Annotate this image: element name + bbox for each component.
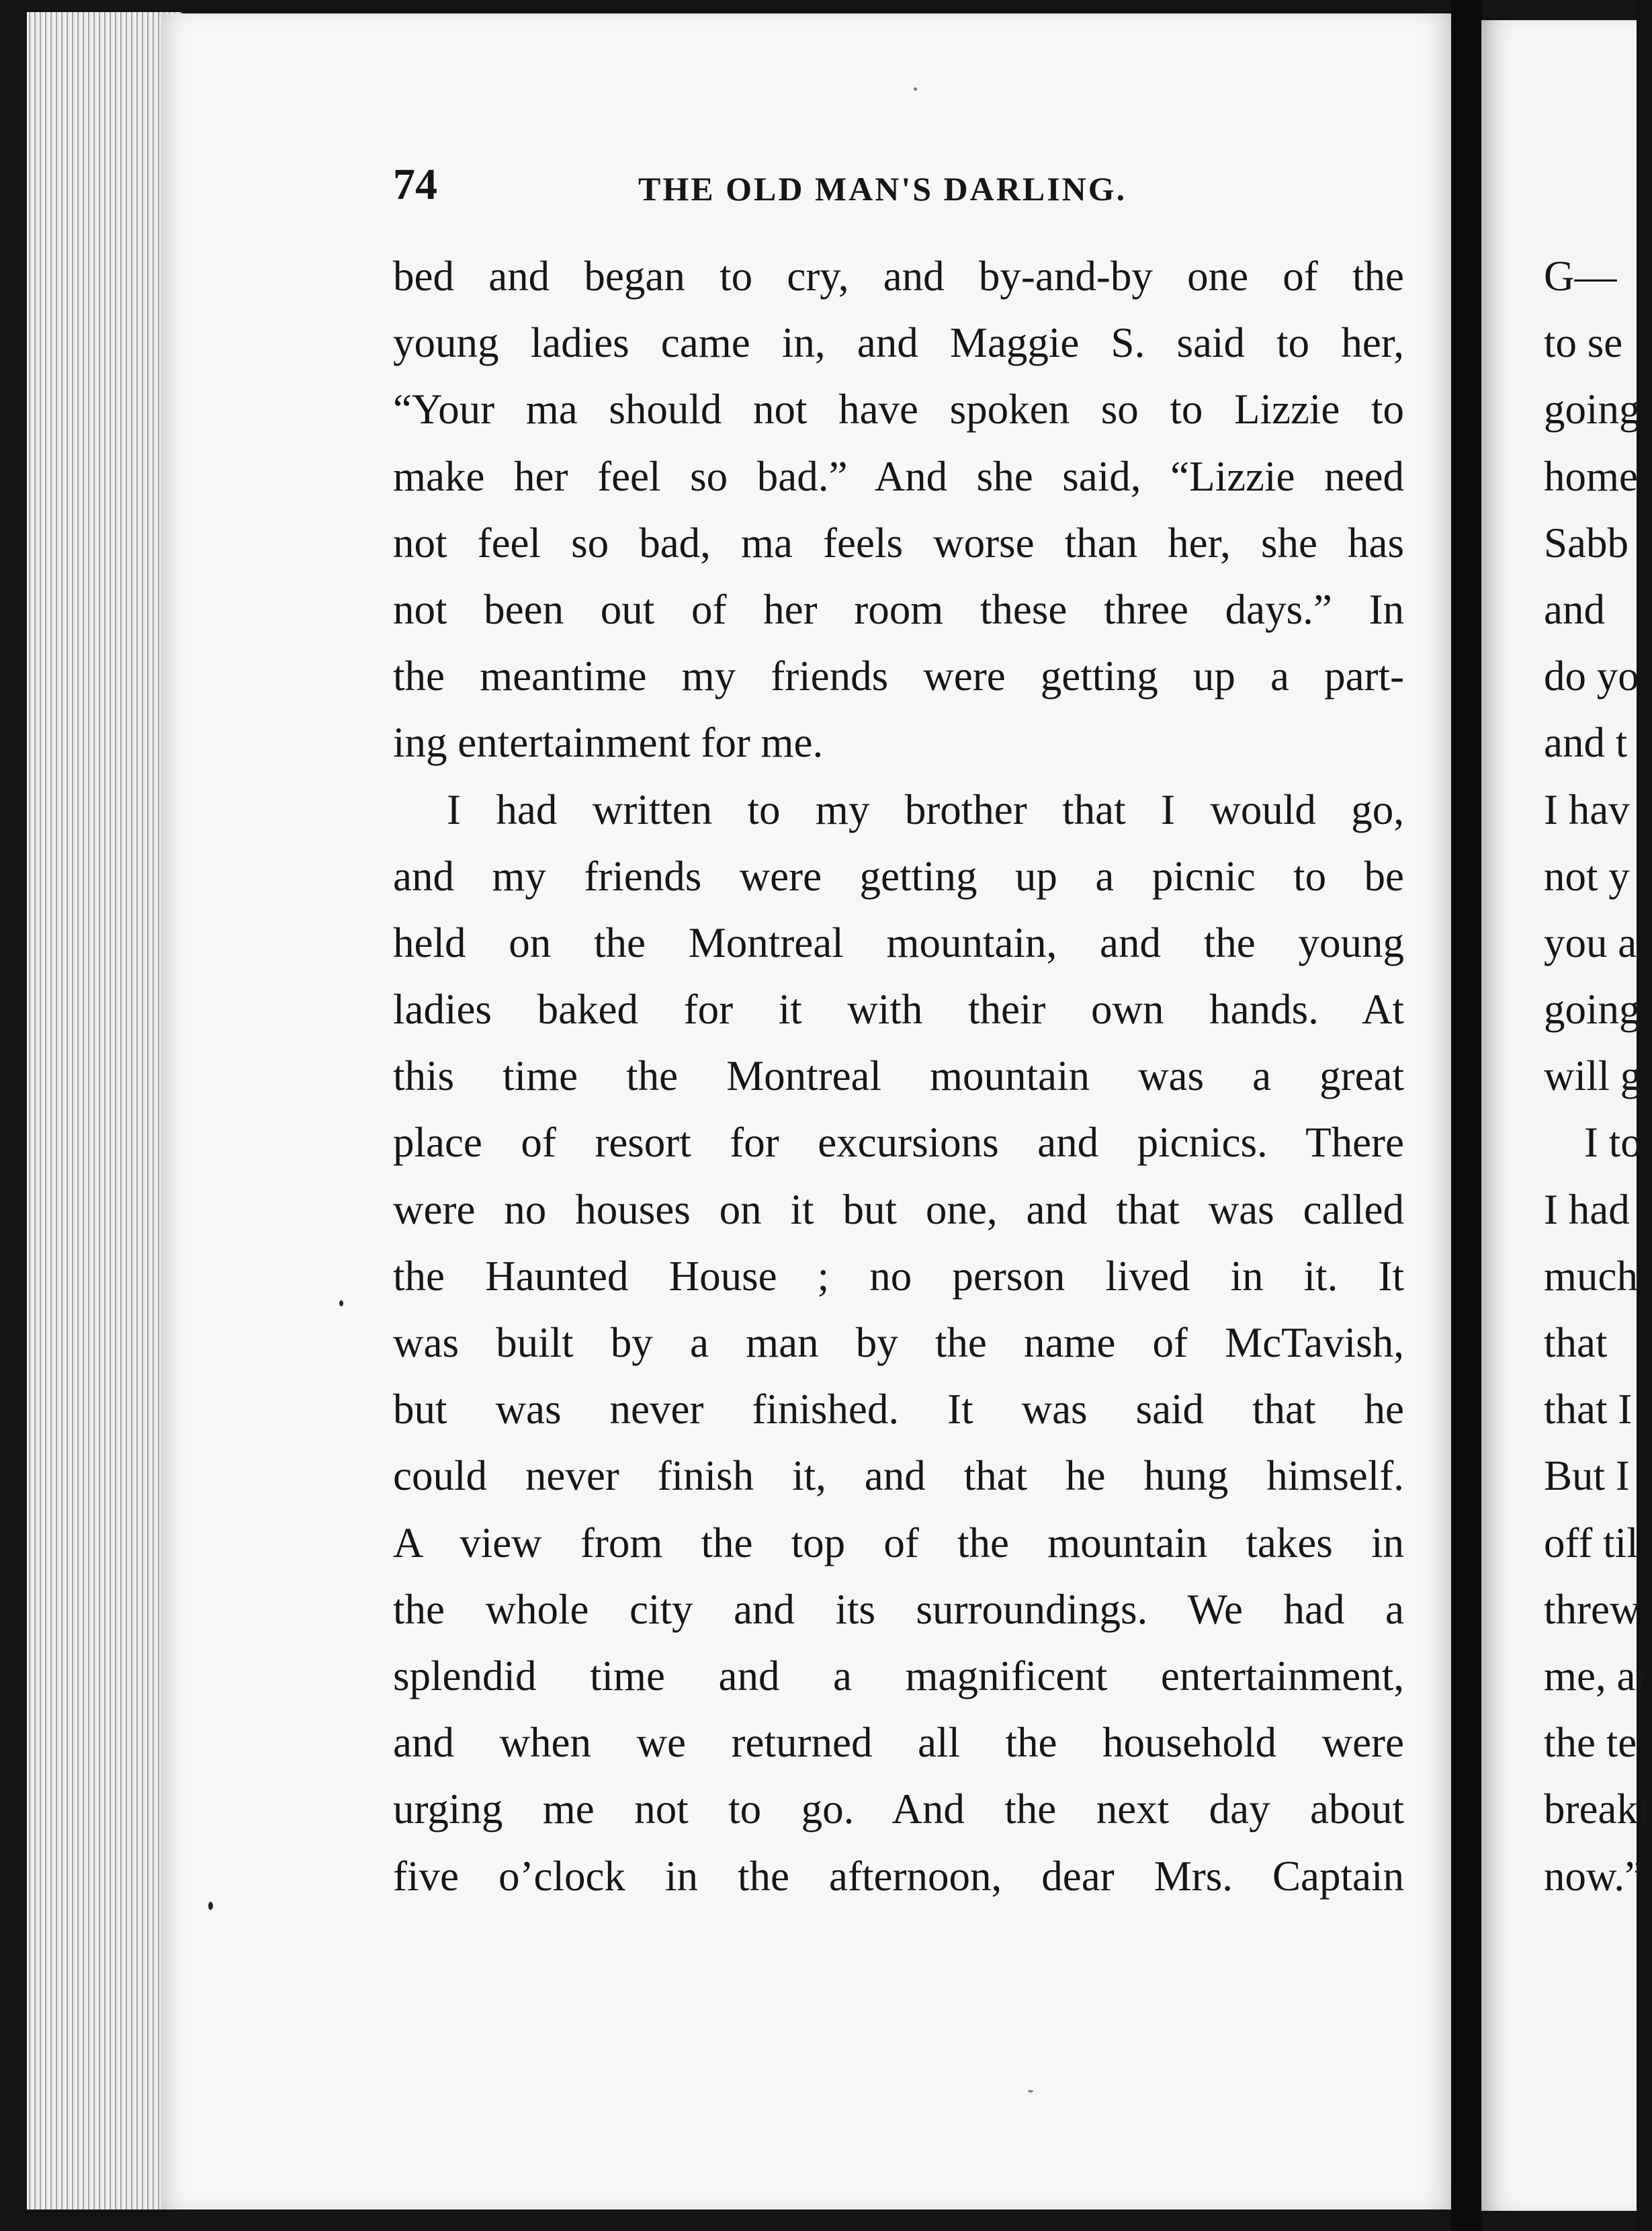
text-line: the whole city and its surroundings. We had a <box>393 1585 1404 1633</box>
text-line: not been out of her room these three days.” In <box>393 585 1404 633</box>
text-line-fragment: I had <box>1544 1185 1630 1233</box>
text-line-fragment: threw <box>1544 1585 1641 1633</box>
text-line-fragment: I to <box>1584 1119 1642 1167</box>
text-line: and my friends were getting up a picnic to be <box>393 852 1404 900</box>
text-line: ladies baked for it with their own hands. At <box>393 986 1404 1034</box>
text-line: place of resort for excursions and picnics. There <box>393 1119 1404 1167</box>
text-line: splendid time and a magnificent entertainment, <box>393 1652 1404 1699</box>
text-line-fragment: off til <box>1544 1519 1639 1566</box>
scan-speck <box>208 1902 213 1910</box>
text-line-fragment: breakf <box>1544 1785 1652 1833</box>
right-page-text-fragment <box>1544 243 1652 1910</box>
text-line: I had written to my brother that I would go, <box>447 786 1404 833</box>
text-line-fragment: me, ar <box>1544 1652 1650 1699</box>
text-line-fragment: home <box>1544 452 1638 500</box>
text-line-fragment: do yo <box>1544 653 1639 700</box>
text-line: held on the Montreal mountain, and the young <box>393 919 1404 966</box>
text-line: “Your ma should not have spoken so to Lizzie to <box>393 386 1404 433</box>
text-line-fragment: now.” <box>1544 1852 1644 1900</box>
text-line-fragment: G— <box>1544 253 1617 300</box>
text-line: was built by a man by the name of McTavish, <box>393 1319 1404 1366</box>
text-line: were no houses on it but one, and that was called <box>393 1185 1404 1233</box>
text-line-fragment: much <box>1544 1252 1638 1300</box>
text-line-fragment: not y <box>1544 852 1630 900</box>
text-line: but was never finished. It was said that he <box>393 1386 1404 1433</box>
text-line-fragment: that I <box>1544 1386 1633 1433</box>
book-gutter <box>1451 0 1482 2231</box>
text-line: young ladies came in, and Maggie S. said to her, <box>393 319 1404 367</box>
text-line: A view from the top of the mountain takes in <box>393 1519 1404 1566</box>
text-line-fragment: and t <box>1544 719 1628 767</box>
text-line-fragment: will g <box>1544 1052 1642 1100</box>
page-number: 74 <box>393 160 437 209</box>
text-line: the Haunted House ; no person lived in it. It <box>393 1252 1404 1300</box>
text-line: bed and began to cry, and by-and-by one of the <box>393 253 1404 300</box>
text-line-fragment: I hav <box>1544 786 1630 833</box>
text-line-fragment: to se <box>1544 319 1623 367</box>
text-line: could never finish it, and that he hung himself. <box>393 1452 1404 1500</box>
text-line: the meantime my friends were getting up a part- <box>393 653 1404 700</box>
text-line-fragment: Sabb <box>1544 519 1628 566</box>
text-line-fragment: But I <box>1544 1452 1630 1500</box>
text-line: not feel so bad, ma feels worse than her, she has <box>393 519 1404 566</box>
text-line: this time the Montreal mountain was a great <box>393 1052 1404 1100</box>
left-page-text <box>393 243 1404 1910</box>
text-line-fragment: that <box>1544 1319 1608 1366</box>
scan-speck <box>1028 2090 1033 2093</box>
scan-speck <box>339 1300 343 1306</box>
text-line-fragment: going <box>1544 986 1641 1034</box>
text-line: urging me not to go. And the next day about <box>393 1785 1404 1833</box>
running-head <box>393 155 1401 215</box>
scan-speck <box>914 87 917 91</box>
text-line-fragment: and <box>1544 585 1605 633</box>
text-line-fragment: the te <box>1544 1719 1637 1767</box>
page-block-edges <box>27 12 181 2209</box>
text-line-fragment: going <box>1544 386 1641 433</box>
running-title: THE OLD MAN'S DARLING. <box>638 170 1127 208</box>
text-line-fragment: you a <box>1544 919 1637 966</box>
text-line: five o’clock in the afternoon, dear Mrs. Captain <box>393 1852 1404 1900</box>
text-line: ing entertainment for me. <box>393 719 824 767</box>
text-line: and when we returned all the household were <box>393 1719 1404 1767</box>
text-line: make her feel so bad.” And she said, “Lizzie need <box>393 452 1404 500</box>
